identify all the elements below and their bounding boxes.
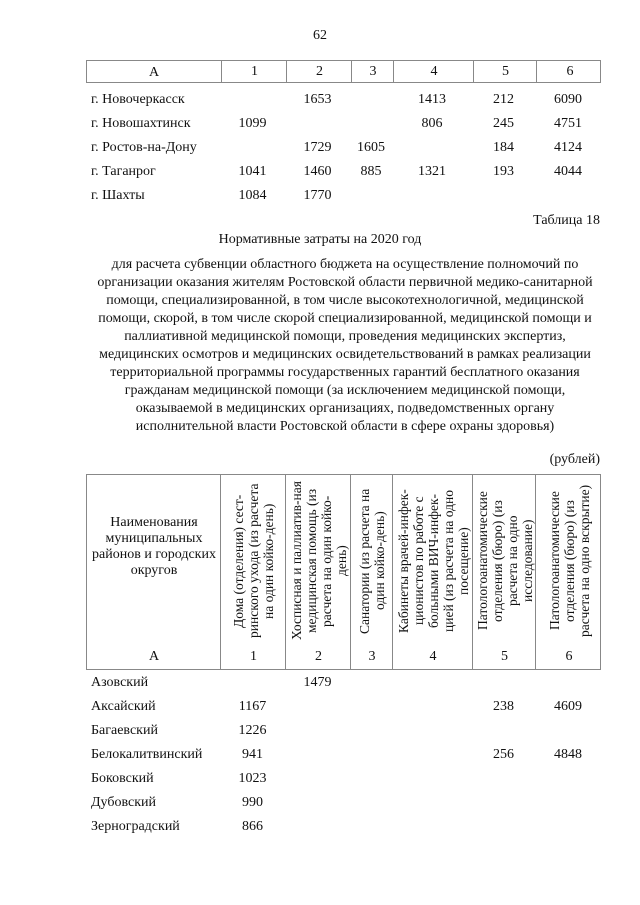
cell-value: 1084 [238, 188, 267, 203]
cell-value: 866 [242, 819, 263, 834]
top-table-header [86, 60, 601, 83]
table-title: Нормативные затраты на 2020 год [218, 232, 422, 247]
column-header [220, 475, 286, 669]
column-header-text: Патологоанатомические отделения (бюро) (из расчета на одно вскрытие) [546, 484, 592, 638]
table-row [86, 140, 601, 164]
column-header [350, 475, 393, 669]
table-row [86, 771, 601, 795]
main-table-header [86, 474, 601, 670]
cell-value: 941 [242, 747, 263, 762]
cell-value: 238 [493, 699, 514, 714]
column-header [472, 475, 536, 669]
row-label: Белокалитвинский [91, 747, 203, 762]
column-header-text: Санатории (из расчета на один койко-день) [357, 488, 387, 634]
row-label: Боковский [91, 771, 154, 786]
column-header-text: Дома (отделения) сест-ринского ухода (из расчета на один койко-день) [231, 483, 276, 639]
cell-value: 1167 [238, 699, 267, 714]
cell-value: 1099 [238, 116, 267, 131]
cell-value: 212 [493, 92, 514, 107]
row-label: г. Новочеркасск [91, 92, 185, 107]
table-row [86, 723, 601, 747]
column-number: 2 [315, 649, 322, 664]
cell-value: 1479 [303, 675, 332, 690]
row-label: г. Таганрог [91, 164, 156, 179]
column-number: 4 [429, 649, 437, 664]
cell-value: 4124 [554, 140, 582, 155]
cell-value: 245 [493, 116, 514, 131]
cell-value: 1460 [303, 164, 332, 179]
cell-value: 1729 [303, 140, 332, 155]
column-header-text: Кабинеты врачей-инфек-ционистов по работе с больными ВИЧ-инфек-цией (из расчета на одно посещение) [395, 489, 471, 633]
cell-value: 4609 [554, 699, 582, 714]
row-label: Аксайский [91, 699, 156, 714]
row-label: Багаевский [91, 723, 158, 738]
table-row [86, 188, 601, 212]
cell-value: 1413 [418, 92, 446, 107]
header-cell: 2 [286, 61, 352, 82]
table-number: Таблица 18 [533, 213, 600, 228]
cell-value: 6090 [554, 92, 582, 107]
column-number: 5 [501, 649, 508, 664]
table-row [86, 819, 601, 843]
row-label: Азовский [91, 675, 149, 690]
header-cell: А [148, 65, 160, 80]
table-description: для расчета субвенции областного бюджета на осуществление полномочий по организации оказания жителям Ростовской области первичной медико-санитарной помощи, специализированной, в том числе высокотехнологичной, медицинской помощи, скорой, в том числе скорой специализированной, медицинской помощи и паллиативной медицинской помощи, проведения медицинских экспертиз, медицинских осмотров и медицинских освидетельствований в рамках реализации территориальной программы государственных гарантий бесплатного оказания гражданам медицинской помощи (за исключением медицинской помощи, оказываемой в медицинских организациях, подведомственных органу исполнительной власти Ростовской области в сфере охраны здоровья) [97, 257, 593, 434]
cell-value: 4044 [554, 164, 582, 179]
cell-value: 1770 [303, 188, 332, 203]
column-number: А [148, 649, 160, 664]
table-row [86, 116, 601, 140]
table-row [86, 164, 601, 188]
table-row [86, 747, 601, 771]
header-cell: 5 [473, 61, 537, 82]
table-row [86, 92, 601, 116]
table-row [86, 699, 601, 723]
cell-value: 1321 [418, 164, 446, 179]
page-number: 62 [313, 28, 327, 43]
table-row [86, 675, 601, 699]
cell-value: 193 [493, 164, 514, 179]
cell-value: 1605 [357, 140, 385, 155]
cell-value: 4848 [554, 747, 582, 762]
column-header-text: Хосписная и паллиатив-ная медицинская помощь (из расчета на один койко-день) [288, 481, 349, 641]
row-label: Зерноградский [91, 819, 180, 834]
cell-value: 806 [421, 116, 443, 131]
column-header [285, 475, 351, 669]
cell-value: 1041 [238, 164, 267, 179]
header-cell: 1 [221, 61, 287, 82]
column-number: 3 [368, 649, 376, 664]
column-header-text: Патологоанатомические отделения (бюро) (из расчета на одно исследование) [474, 491, 535, 631]
cell-value: 1653 [303, 92, 332, 107]
column-header [392, 475, 473, 669]
cell-value: 990 [242, 795, 263, 810]
header-cell: 6 [536, 61, 603, 82]
column-number: 6 [565, 649, 573, 664]
column-header [535, 475, 602, 669]
row-label: Дубовский [91, 795, 157, 810]
cell-value: 1226 [238, 723, 267, 738]
row-label: г. Шахты [91, 188, 145, 203]
row-label: г. Новошахтинск [91, 116, 191, 131]
header-cell: 4 [393, 61, 474, 82]
unit-label: (рублей) [549, 452, 600, 467]
cell-value: 184 [493, 140, 514, 155]
header-cell: 3 [351, 61, 394, 82]
cell-value: 4751 [554, 116, 582, 131]
header-name-column: Наименования муниципальных районов и городских округов [92, 515, 216, 578]
cell-value: 885 [360, 164, 382, 179]
row-label: г. Ростов-на-Дону [91, 140, 197, 155]
column-number: 1 [250, 649, 257, 664]
table-row [86, 795, 601, 819]
cell-value: 256 [493, 747, 514, 762]
cell-value: 1023 [238, 771, 267, 786]
